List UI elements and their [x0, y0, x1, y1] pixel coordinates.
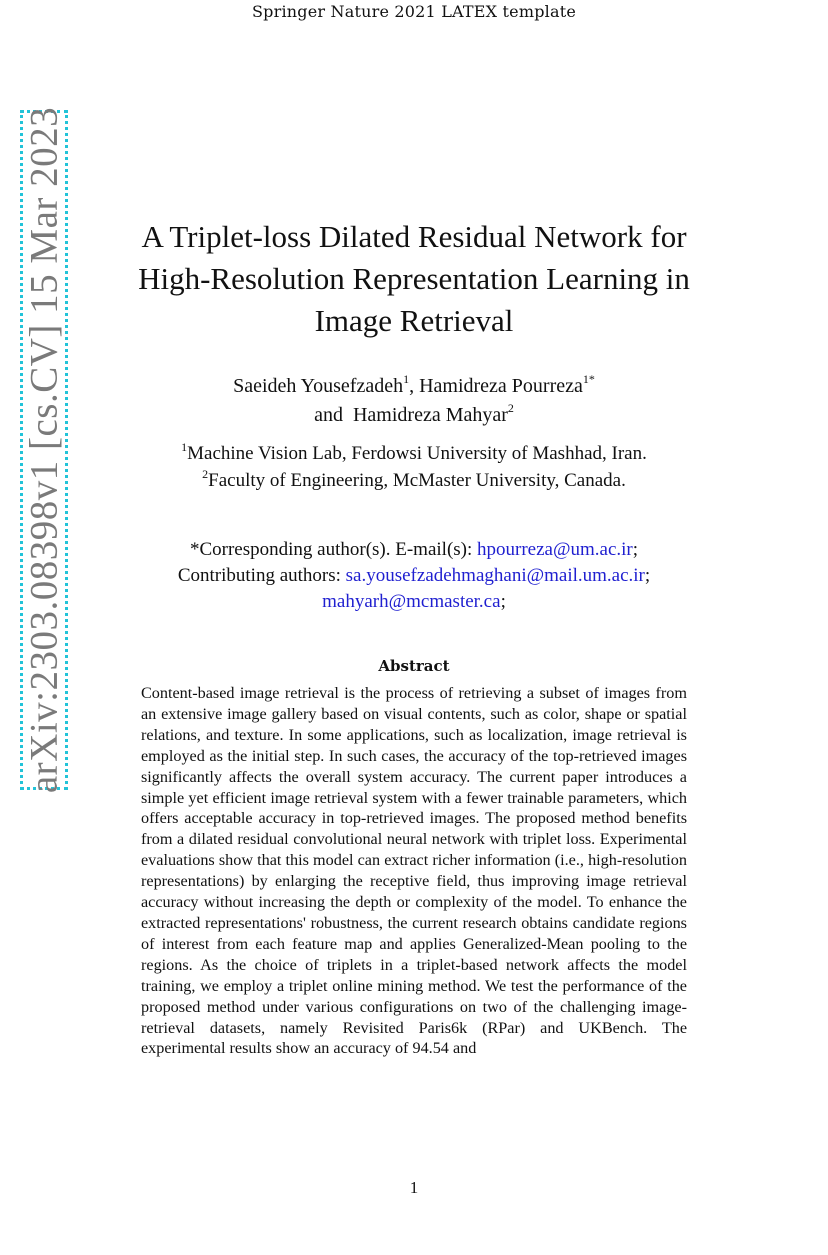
author-separator: ,	[409, 375, 420, 397]
contact-info	[110, 537, 718, 615]
contributing-email-link[interactable]: sa.yousefzadehmaghani@mail.um.ac.ir	[345, 565, 645, 586]
author-name: Hamidreza Pourreza	[419, 375, 583, 397]
affiliation-text: Machine Vision Lab, Ferdowsi University of Mashhad, Iran.	[187, 443, 647, 464]
paper-title	[100, 216, 728, 342]
affiliations	[120, 440, 708, 494]
semicolon: ;	[644, 565, 651, 586]
author-name: Saeideh Yousefzadeh	[233, 375, 404, 397]
affiliation-1	[120, 440, 708, 467]
author-affiliation-mark: 2	[507, 401, 514, 416]
abstract-heading: Abstract	[378, 657, 450, 675]
title-line-1: A Triplet-loss Dilated Residual Network for	[141, 219, 687, 254]
page-number: 1	[409, 1178, 419, 1197]
affiliation-text: Faculty of Engineering, McMaster University, Canada.	[208, 470, 626, 491]
semicolon: ;	[632, 539, 639, 560]
author-list	[120, 372, 708, 430]
title-line-2: High-Resolution Representation Learning in	[138, 261, 690, 296]
arxiv-stamp[interactable]	[20, 106, 68, 794]
semicolon: ;	[500, 591, 506, 612]
contributing-email-link[interactable]: mahyarh@mcmaster.ca	[322, 591, 501, 612]
title-line-3: Image Retrieval	[314, 303, 514, 338]
corresponding-author-line	[110, 537, 718, 563]
author-name: Hamidreza Mahyar	[352, 404, 508, 426]
author-line-2	[120, 401, 708, 430]
abstract-text: Content-based image retrieval is the process of retrieving a subset of images from an extensive image gallery based on visual contents, such as color, shape or spatial relations, and texture. In some applications, such as localization, image retrieval is employed as the initial step. In such cases, the accuracy of the top-retrieved images significantly affects the overall system accuracy. The current paper introduces a simple yet efficient image retrieval system with a fewer trainable parameters, which offers acceptable accuracy in top-retrieved images. The proposed method benefits from a dilated residual convolutional neural network with triplet loss. Experimental evaluations show that this model can extract richer information (i.e., high-resolution representations) by enlarging the receptive field, thus improving image retrieval accuracy without increasing the depth or complexity of the model. To enhance the extracted representations' robustness, the current research obtains candidate regions of interest from each feature map and applies Generalized-Mean pooling to the regions. As the choice of triplets in a triplet-based network affects the model training, we employ a triplet online mining method. We test the performance of the proposed method under various configurations on two of the challenging image-retrieval datasets, namely Revisited Paris6k (RPar) and UKBench. The experimental results show an accuracy of 94.54 and	[141, 684, 687, 1058]
corresponding-email-link[interactable]: hpourreza@um.ac.ir	[477, 539, 633, 560]
affiliation-mark: 2	[202, 466, 209, 481]
author-line-1	[120, 372, 708, 401]
author-conjunction: and	[314, 404, 353, 426]
contributing-authors-line	[110, 563, 718, 589]
corresponding-label: *Corresponding author(s). E-mail(s):	[189, 539, 478, 560]
arxiv-identifier[interactable]: arXiv:2303.08398v1 [cs.CV] 15 Mar 2023	[22, 106, 66, 794]
affiliation-2	[120, 467, 708, 494]
running-header: Springer Nature 2021 LATEX template	[252, 2, 576, 21]
contributing-authors-line-2	[110, 589, 718, 615]
contributing-label: Contributing authors:	[177, 565, 346, 586]
affiliation-mark: 1	[181, 439, 188, 454]
author-affiliation-mark: 1	[403, 372, 410, 387]
author-affiliation-mark: 1*	[582, 372, 595, 387]
